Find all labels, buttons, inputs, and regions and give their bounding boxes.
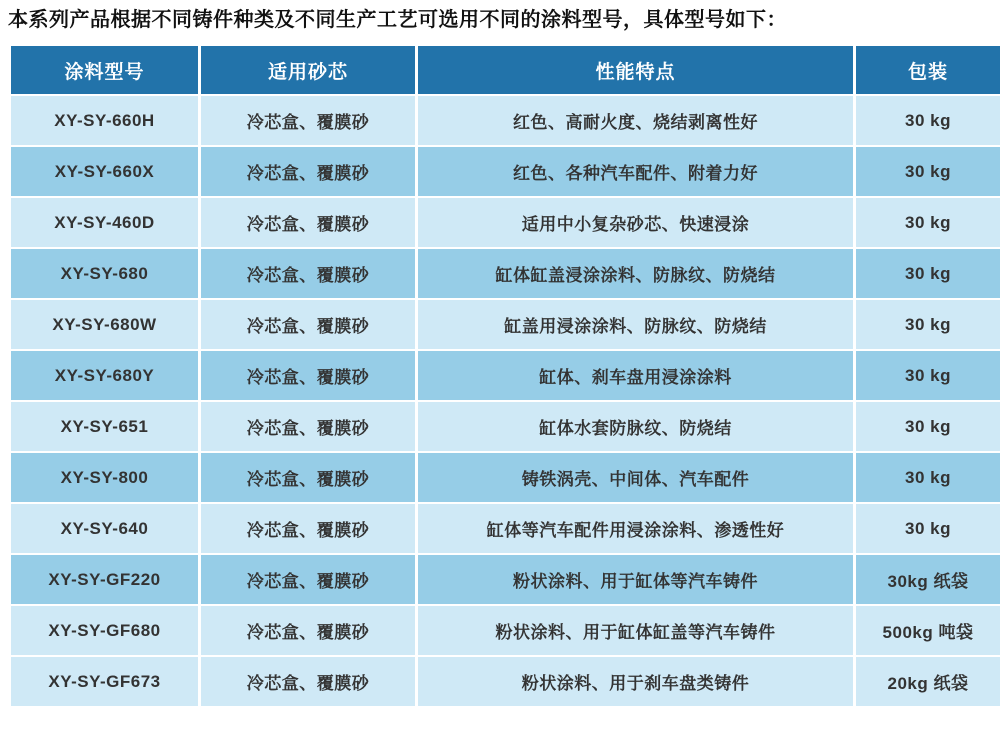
cell-packaging: 500kg 吨袋 bbox=[855, 605, 1002, 656]
cell-model: XY-SY-680Y bbox=[10, 350, 200, 401]
cell-core: 冷芯盒、覆膜砂 bbox=[200, 401, 417, 452]
table-row bbox=[10, 401, 1002, 452]
cell-core: 冷芯盒、覆膜砂 bbox=[200, 95, 417, 146]
cell-model: XY-SY-651 bbox=[10, 401, 200, 452]
cell-core: 冷芯盒、覆膜砂 bbox=[200, 350, 417, 401]
column-header-model: 涂料型号 bbox=[10, 45, 200, 95]
cell-core: 冷芯盒、覆膜砂 bbox=[200, 248, 417, 299]
cell-core: 冷芯盒、覆膜砂 bbox=[200, 299, 417, 350]
table-row bbox=[10, 554, 1002, 605]
table-row bbox=[10, 197, 1002, 248]
cell-features: 粉状涂料、用于缸体等汽车铸件 bbox=[417, 554, 855, 605]
table-row bbox=[10, 248, 1002, 299]
cell-features: 缸体等汽车配件用浸涂涂料、渗透性好 bbox=[417, 503, 855, 554]
cell-core: 冷芯盒、覆膜砂 bbox=[200, 554, 417, 605]
cell-core: 冷芯盒、覆膜砂 bbox=[200, 146, 417, 197]
column-header-sand-core: 适用砂芯 bbox=[200, 45, 417, 95]
column-header-features: 性能特点 bbox=[417, 45, 855, 95]
cell-features: 缸体、刹车盘用浸涂涂料 bbox=[417, 350, 855, 401]
cell-packaging: 30 kg bbox=[855, 452, 1002, 503]
table-row bbox=[10, 146, 1002, 197]
table-row bbox=[10, 350, 1002, 401]
table-row bbox=[10, 299, 1002, 350]
cell-model: XY-SY-660H bbox=[10, 95, 200, 146]
cell-core: 冷芯盒、覆膜砂 bbox=[200, 452, 417, 503]
cell-model: XY-SY-680 bbox=[10, 248, 200, 299]
cell-features: 缸盖用浸涂涂料、防脉纹、防烧结 bbox=[417, 299, 855, 350]
cell-model: XY-SY-660X bbox=[10, 146, 200, 197]
cell-features: 铸铁涡壳、中间体、汽车配件 bbox=[417, 452, 855, 503]
cell-features: 粉状涂料、用于缸体缸盖等汽车铸件 bbox=[417, 605, 855, 656]
cell-features: 缸体缸盖浸涂涂料、防脉纹、防烧结 bbox=[417, 248, 855, 299]
cell-packaging: 30 kg bbox=[855, 350, 1002, 401]
cell-model: XY-SY-640 bbox=[10, 503, 200, 554]
product-table bbox=[8, 44, 1003, 708]
cell-model: XY-SY-GF673 bbox=[10, 656, 200, 707]
cell-features: 适用中小复杂砂芯、快速浸涂 bbox=[417, 197, 855, 248]
cell-features: 红色、高耐火度、烧结剥离性好 bbox=[417, 95, 855, 146]
cell-features: 粉状涂料、用于刹车盘类铸件 bbox=[417, 656, 855, 707]
cell-model: XY-SY-460D bbox=[10, 197, 200, 248]
cell-core: 冷芯盒、覆膜砂 bbox=[200, 605, 417, 656]
cell-packaging: 30 kg bbox=[855, 299, 1002, 350]
table-row bbox=[10, 452, 1002, 503]
table-body bbox=[10, 95, 1002, 707]
cell-core: 冷芯盒、覆膜砂 bbox=[200, 656, 417, 707]
cell-features: 红色、各种汽车配件、附着力好 bbox=[417, 146, 855, 197]
cell-features: 缸体水套防脉纹、防烧结 bbox=[417, 401, 855, 452]
cell-model: XY-SY-800 bbox=[10, 452, 200, 503]
cell-packaging: 30 kg bbox=[855, 146, 1002, 197]
column-header-packaging: 包装 bbox=[855, 45, 1002, 95]
cell-core: 冷芯盒、覆膜砂 bbox=[200, 503, 417, 554]
table-row bbox=[10, 95, 1002, 146]
cell-model: XY-SY-GF220 bbox=[10, 554, 200, 605]
table-row bbox=[10, 503, 1002, 554]
cell-packaging: 30 kg bbox=[855, 197, 1002, 248]
cell-packaging: 30kg 纸袋 bbox=[855, 554, 1002, 605]
cell-packaging: 30 kg bbox=[855, 503, 1002, 554]
cell-packaging: 30 kg bbox=[855, 401, 1002, 452]
cell-packaging: 30 kg bbox=[855, 95, 1002, 146]
cell-model: XY-SY-GF680 bbox=[10, 605, 200, 656]
cell-packaging: 20kg 纸袋 bbox=[855, 656, 1002, 707]
table-row bbox=[10, 656, 1002, 707]
intro-text: 本系列产品根据不同铸件种类及不同生产工艺可选用不同的涂料型号，具体型号如下： bbox=[8, 9, 787, 31]
cell-model: XY-SY-680W bbox=[10, 299, 200, 350]
cell-core: 冷芯盒、覆膜砂 bbox=[200, 197, 417, 248]
table-header-row bbox=[10, 45, 1002, 95]
table-row bbox=[10, 605, 1002, 656]
cell-packaging: 30 kg bbox=[855, 248, 1002, 299]
